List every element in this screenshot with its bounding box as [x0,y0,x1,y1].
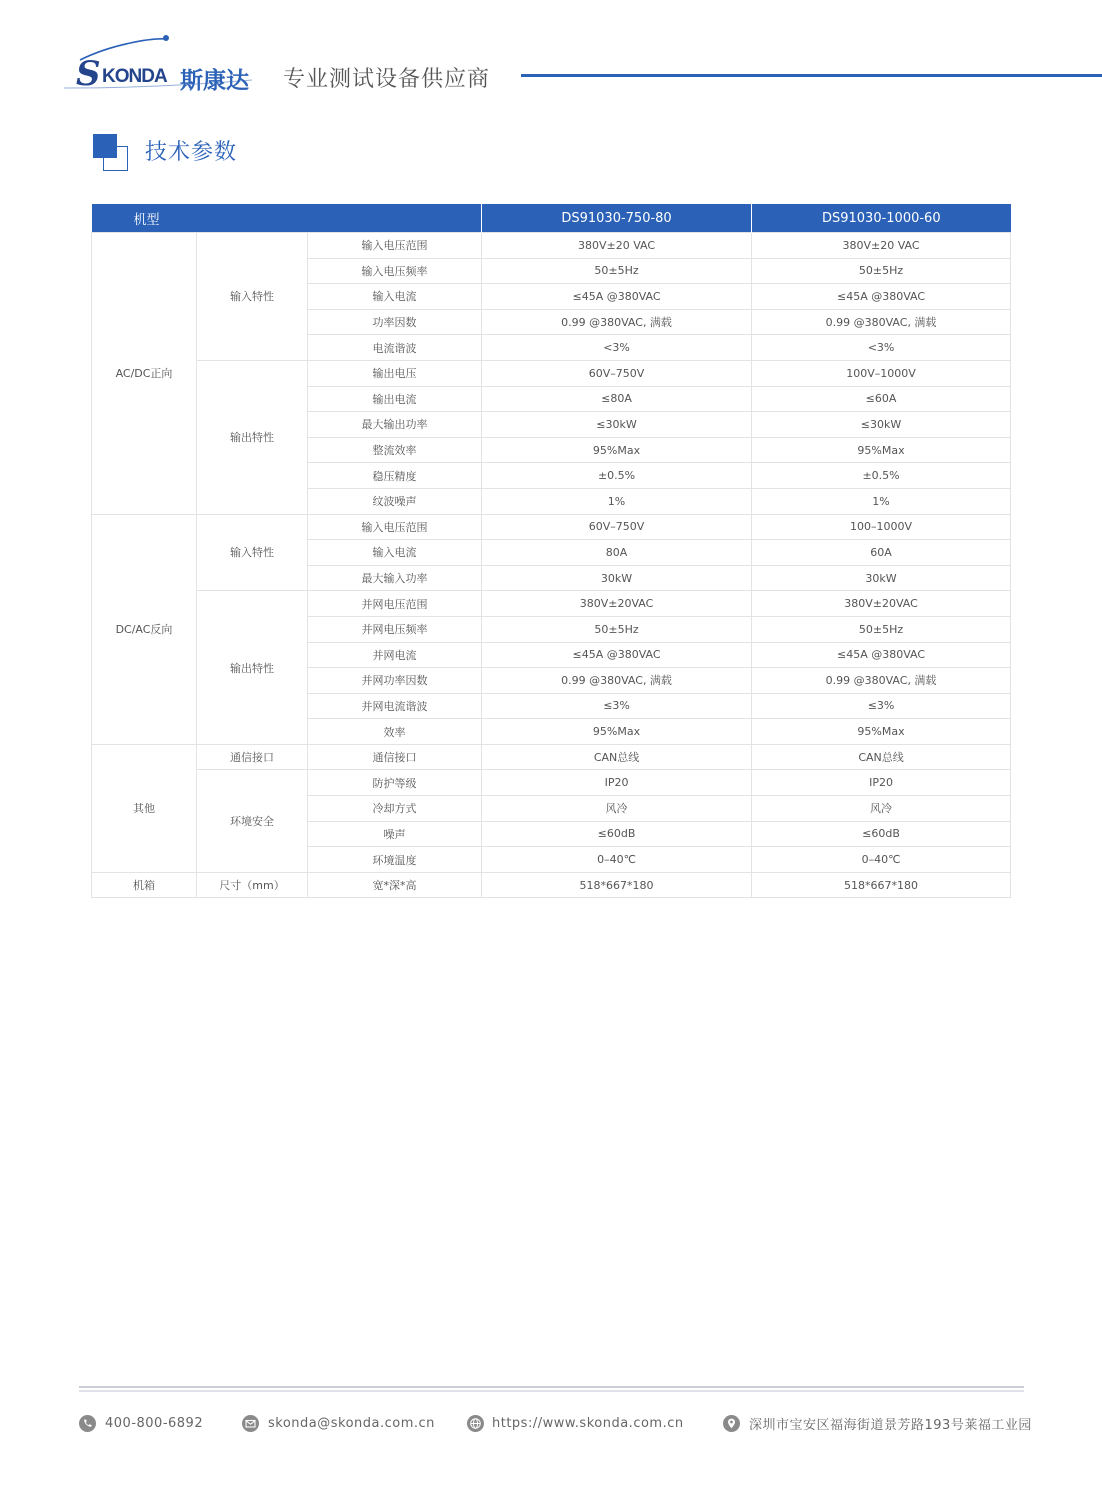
model-2-value-cell: 50±5Hz [752,616,1011,642]
spec-table [91,204,1011,898]
model-1-value-cell: 50±5Hz [482,258,752,284]
model-1-value-cell: 0.99 @380VAC, 满载 [482,309,752,335]
model-1-value-cell: 60V–750V [482,360,752,386]
website-link[interactable]: https://www.skonda.com.cn [492,1415,684,1431]
table-row [92,360,1011,386]
model-1-value-cell: ≤80A [482,386,752,412]
param-cell: 通信接口 [308,744,482,770]
model-2-value-cell: 518*667*180 [752,872,1011,898]
footer-address [723,1413,1032,1433]
table-row [92,770,1011,796]
model-2-value-cell: <3% [752,335,1011,361]
model-2-value-cell: 30kW [752,565,1011,591]
param-cell: 输出电流 [308,386,482,412]
model-1-value-cell: 380V±20VAC [482,591,752,617]
model-1-value-cell: 0–40℃ [482,847,752,873]
subgroup-cell: 环境安全 [197,770,308,872]
param-cell: 宽*深*高 [308,872,482,898]
model-1-value-cell: CAN总线 [482,744,752,770]
group-cell: AC/DC正向 [92,233,197,515]
table-row [92,591,1011,617]
model-2-value-cell: 100–1000V [752,514,1011,540]
model-1-value-cell: ±0.5% [482,463,752,489]
logo-chinese-name: 斯康达 [180,68,249,94]
model-1-value-cell: ≤45A @380VAC [482,642,752,668]
param-cell: 并网电压频率 [308,616,482,642]
param-cell: 防护等级 [308,770,482,796]
header-divider [521,74,1102,77]
logo-letter-s: S [76,54,99,94]
subgroup-cell: 尺寸（mm） [197,872,308,898]
model-2-value-cell: IP20 [752,770,1011,796]
param-cell: 输入电压范围 [308,514,482,540]
model-2-value-cell: ≤60dB [752,821,1011,847]
model-1-value-cell: 60V–750V [482,514,752,540]
mail-icon [242,1415,259,1432]
subgroup-cell: 通信接口 [197,744,308,770]
param-cell: 最大输出功率 [308,412,482,438]
model-2-value-cell: 95%Max [752,719,1011,745]
model-2-value-cell: ≤45A @380VAC [752,642,1011,668]
model-2-value-cell: 380V±20VAC [752,591,1011,617]
param-cell: 纹波噪声 [308,488,482,514]
subgroup-cell: 输入特性 [197,233,308,361]
param-cell: 稳压精度 [308,463,482,489]
table-header-row [92,204,1011,233]
param-cell: 并网功率因数 [308,668,482,694]
param-cell: 并网电压范围 [308,591,482,617]
footer-divider [79,1386,1024,1388]
model-1-value-cell: 380V±20 VAC [482,233,752,259]
param-cell: 输出电压 [308,360,482,386]
param-cell: 输入电流 [308,540,482,566]
model-2-value-cell: 380V±20 VAC [752,233,1011,259]
spec-table-body [92,233,1011,898]
model-1-value-cell: ≤30kW [482,412,752,438]
param-cell: 最大输入功率 [308,565,482,591]
param-cell: 电流谐波 [308,335,482,361]
group-cell: 机箱 [92,872,197,898]
group-cell: 其他 [92,744,197,872]
table-row [92,514,1011,540]
footer-email [242,1413,435,1433]
globe-icon [467,1415,484,1432]
model-1-value-cell: 0.99 @380VAC, 满载 [482,668,752,694]
param-cell: 效率 [308,719,482,745]
param-cell: 输入电压频率 [308,258,482,284]
subgroup-cell: 输入特性 [197,514,308,591]
model-2-value-cell: 60A [752,540,1011,566]
model-2-value-cell: 0.99 @380VAC, 满载 [752,668,1011,694]
model-1-value-cell: 95%Max [482,719,752,745]
param-cell: 并网电流谐波 [308,693,482,719]
phone-icon [79,1415,96,1432]
section-title: 技术参数 [145,140,238,165]
model-2-value-cell: 风冷 [752,796,1011,822]
section-square-icon [93,134,129,172]
logo-wordmark: KONDA [102,66,167,87]
model-2-header: DS91030-1000-60 [752,204,1011,233]
footer-website [467,1413,684,1433]
model-1-value-cell: 1% [482,488,752,514]
model-2-value-cell: CAN总线 [752,744,1011,770]
subgroup-cell: 输出特性 [197,591,308,745]
model-1-value-cell: 95%Max [482,437,752,463]
model-1-value-cell: 80A [482,540,752,566]
model-header: 机型 [92,204,482,233]
company-slogan: 专业测试设备供应商 [283,67,491,92]
model-2-value-cell: 0.99 @380VAC, 满载 [752,309,1011,335]
param-cell: 并网电流 [308,642,482,668]
table-row [92,233,1011,259]
model-2-value-cell: ≤60A [752,386,1011,412]
param-cell: 输入电压范围 [308,233,482,259]
address-text: 深圳市宝安区福海街道景芳路193号莱福工业园 [749,1417,1032,1433]
param-cell: 功率因数 [308,309,482,335]
model-1-value-cell: ≤60dB [482,821,752,847]
model-2-value-cell: 1% [752,488,1011,514]
model-2-value-cell: ≤30kW [752,412,1011,438]
company-logo [62,30,262,94]
model-2-value-cell: ≤45A @380VAC [752,284,1011,310]
table-row [92,872,1011,898]
model-1-value-cell: 30kW [482,565,752,591]
model-1-value-cell: ≤3% [482,693,752,719]
model-2-value-cell: 0–40℃ [752,847,1011,873]
param-cell: 冷却方式 [308,796,482,822]
model-2-value-cell: 50±5Hz [752,258,1011,284]
group-cell: DC/AC反向 [92,514,197,744]
model-2-value-cell: 95%Max [752,437,1011,463]
model-1-value-cell: 风冷 [482,796,752,822]
table-row [92,744,1011,770]
param-cell: 噪声 [308,821,482,847]
phone-text: 400-800-6892 [105,1415,204,1431]
model-2-value-cell: 100V–1000V [752,360,1011,386]
param-cell: 环境温度 [308,847,482,873]
location-pin-icon [723,1415,740,1432]
model-1-value-cell: <3% [482,335,752,361]
email-link[interactable]: skonda@skonda.com.cn [268,1415,435,1431]
model-1-value-cell: 518*667*180 [482,872,752,898]
model-1-value-cell: ≤45A @380VAC [482,284,752,310]
param-cell: 输入电流 [308,284,482,310]
subgroup-cell: 输出特性 [197,360,308,514]
model-2-value-cell: ±0.5% [752,463,1011,489]
model-1-value-cell: IP20 [482,770,752,796]
model-1-value-cell: 50±5Hz [482,616,752,642]
model-1-header: DS91030-750-80 [482,204,752,233]
footer-divider-thin [79,1390,1024,1392]
param-cell: 整流效率 [308,437,482,463]
footer-phone [79,1413,203,1433]
model-2-value-cell: ≤3% [752,693,1011,719]
